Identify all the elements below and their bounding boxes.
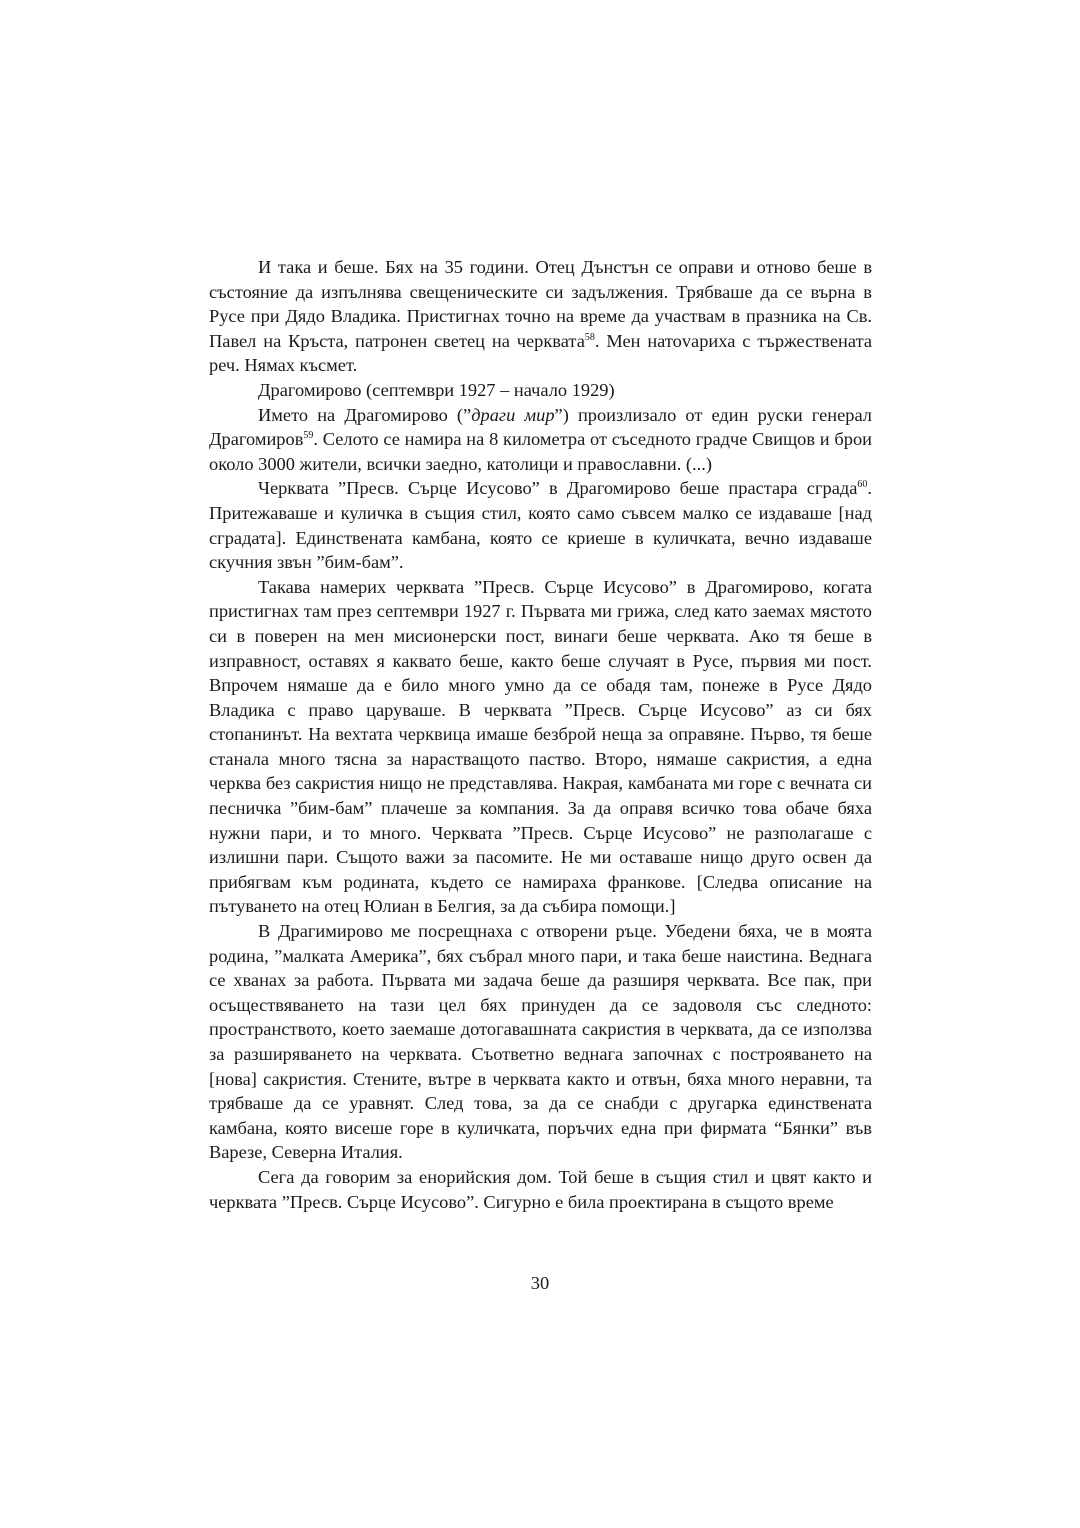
- paragraph-1: [209, 255, 872, 378]
- paragraph-2-text-mid: ”) произлизало от един руски генерал Драгомиров: [209, 404, 872, 450]
- paragraph-1-text-end: . Мен натоvариха с тържествената реч. Нямах късмет.: [209, 330, 872, 376]
- footnote-ref-58[interactable]: 58: [584, 331, 595, 343]
- paragraph-2-text-start: Името на Драгомирово (”: [258, 404, 472, 425]
- paragraph-2-italic: драги мир: [471, 404, 555, 425]
- paragraph-1-text: И така и беше. Бях на 35 години. Отец Дънстън се оправи и отново беше в състояние да изпълнява свещеническите си задължения. Трябваше да се върна в Русе при Дядо Владика. Пристигнах точно на време да участвам в празника на Св. Павел на Кръста, патронен светец на черквата: [209, 257, 872, 351]
- footnote-ref-60[interactable]: 60: [857, 479, 868, 491]
- paragraph-2-text-end: . Селото се намира на 8 километра от съседното градче Свищов и брои около 3000 жители, всички заедно, католици и православни. (...): [209, 429, 872, 474]
- paragraph-5: В Драгимирово ме посрещнаха с отворени ръце. Убедени бяха, че в моята родина, ”малката Америка”, бях събрал много пари, и така беше наистина. Веднага се хванах за работа. Първата ми задача беше да разширя черквата. Все пак, при осъществяването на тази цел бях принуден да се задоволя със следното: пространството, което заемаше дотогавашната сакристия в черквата, да се използва за разширяването на черквата. Съответно веднага започнах с построяването на [нова] сакристия. Стените, вътре в черквата както и отвън, бяха много неравни, та трябваше да се уравнят. След това, за да се снабди с другарка единствената камбана, която висеше горе в куличката, поръчих една при фирмата “Бянки” във Варезе, Северна Италия.: [209, 921, 872, 1163]
- section-heading: Драгомирово (септември 1927 – начало 1929): [258, 379, 615, 400]
- paragraph-3: [209, 476, 872, 574]
- paragraph-3-text-start: Черквата ”Пресв. Сърце Исусово” в Драгомирово беше прастара сграда: [258, 478, 858, 499]
- paragraph-2: [209, 403, 872, 477]
- page-number: 30: [530, 1273, 550, 1293]
- paragraph-3-text-end: . Притежаваше и куличка в същия стил, която само съвсем малко се издаваше [над сградата]. Единствената камбана, която се криеше в куличката, вечно издаваше скучния звън ”бим-бам”.: [209, 478, 872, 573]
- paragraph-4: Такава намерих черквата ”Пресв. Сърце Исусово” в Драгомирово, когата пристигнах там през септември 1927 г. Първата ми грижа, след като заемах мястото си в поверен на мен мисионерски пост, винаги беше черквата. Ако тя беше в изправност, оставях я каквато беше, както беше случаят в Русе, първия ми пост. Впрочем нямаше да е било много умно да се обадя там, понеже в Русе Дядо Владика с право царуваше. В черквата ”Пресв. Сърце Исусово” аз си бях стопанинът. На вехтата черквица имаше безброй неща за оправяне. Първо, тя беше станала много тясна за нарастващото паство. Второ, нямаше сакристия, а една черква без сакристия нищо не представлява. Накрая, камбаната ми горе с вечната си песничка ”бим-бам” плачеше за компания. За да оправя всичко това обаче бяха нужни пари, и то много. Черквата ”Пресв. Сърце Исусово” не разполагаше с излишни пари. Същото важи за пасомите. Не ми оставаше нищо друго освен да прибягвам към родината, където се намираха франкове. [Следва описание на пътуването на отец Юлиан в Белгия, за да събира помощи.]: [209, 576, 872, 917]
- paragraph-6: Сега да говорим за енорийския дом. Той беше в същия стил и цвят както и черквата ”Пресв. Сърце Исусово”. Сигурно е била проектирана в същото време: [209, 1166, 872, 1212]
- body-text: [209, 255, 872, 1214]
- footnote-ref-59[interactable]: 59: [303, 430, 314, 442]
